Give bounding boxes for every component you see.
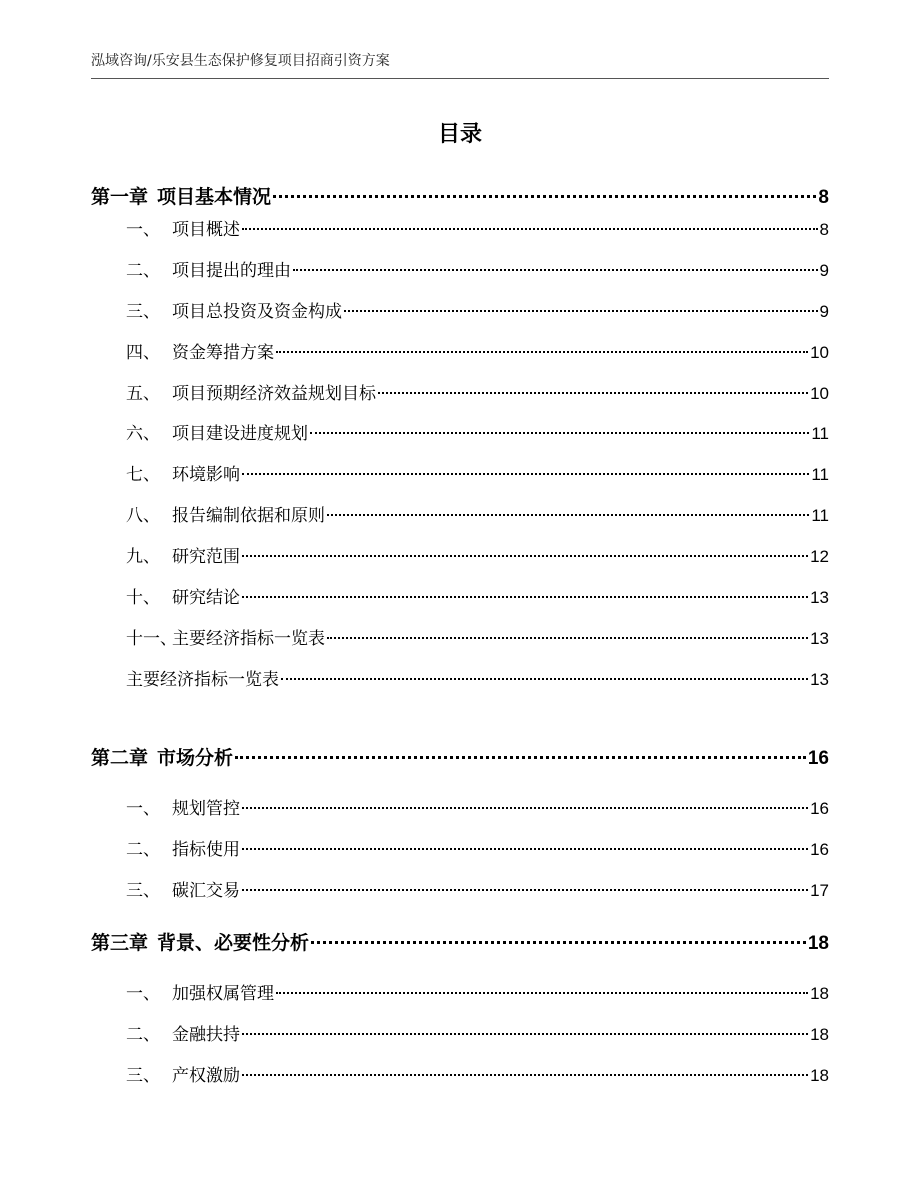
toc-entry-page-number: 8: [819, 220, 829, 239]
toc-entry-label: 项目建设进度规划: [172, 424, 308, 444]
dot-leader: [242, 889, 808, 891]
toc-section-entry[interactable]: [126, 879, 829, 903]
toc-entry-page-number: 18: [810, 1066, 829, 1085]
toc-section-entry[interactable]: [126, 218, 829, 242]
dot-leader: [293, 269, 818, 271]
toc-entry-page-number: 9: [819, 261, 829, 280]
toc-entry-label: 项目预期经济效益规划目标: [172, 384, 376, 404]
toc-entry-page-number: 13: [810, 588, 829, 607]
dot-leader: [273, 195, 816, 198]
toc-entry-number: 六、: [126, 424, 160, 444]
dot-leader: [242, 473, 809, 475]
toc-entry-page-number: 11: [811, 506, 829, 525]
toc-section-entry[interactable]: [126, 838, 829, 862]
toc-entry-number: 一、: [126, 799, 160, 819]
toc-entry-label: 研究范围: [172, 547, 240, 567]
toc-entry-number: 四、: [126, 343, 160, 363]
dot-leader: [276, 992, 808, 994]
toc-entry-label: 项目概述: [172, 220, 240, 240]
dot-leader: [242, 848, 808, 850]
dot-leader: [281, 678, 808, 680]
toc-entry-page-number: 8: [818, 187, 829, 208]
dot-leader: [242, 1074, 808, 1076]
toc-entry-number: 二、: [126, 261, 160, 281]
toc-entry-label: 主要经济指标一览表: [126, 670, 279, 690]
toc-entry-label: 报告编制依据和原则: [172, 506, 325, 526]
toc-entry-page-number: 16: [810, 840, 829, 859]
toc-entry-page-number: 11: [811, 424, 829, 443]
toc-section-entry[interactable]: [126, 422, 829, 446]
toc-entry-page-number: 18: [810, 1025, 829, 1044]
toc-entry-page-number: 16: [807, 748, 829, 769]
toc-entry-label: 市场分析: [157, 747, 234, 769]
toc-section-entry[interactable]: [126, 463, 829, 487]
toc-entry-label: 产权激励: [172, 1066, 240, 1086]
toc-section-entry[interactable]: [126, 797, 829, 821]
toc-entry-page-number: 10: [810, 384, 829, 403]
toc-entry-number: 十一、: [126, 629, 177, 649]
toc-entry-label: 碳汇交易: [172, 881, 240, 901]
toc-entry-page-number: 13: [810, 670, 829, 689]
toc-entry-page-number: 9: [819, 302, 829, 321]
toc-section-entry[interactable]: [126, 668, 829, 692]
toc-entry-label: 金融扶持: [172, 1025, 240, 1045]
dot-leader: [242, 596, 808, 598]
toc-section-entry[interactable]: [126, 504, 829, 528]
toc-entry-number: 五、: [126, 384, 160, 404]
toc-entry-label: 资金筹措方案: [172, 343, 274, 363]
toc-entry-label: 项目总投资及资金构成: [172, 302, 342, 322]
toc-entry-number: 九、: [126, 547, 160, 567]
dot-leader: [242, 1033, 808, 1035]
toc-section-entry[interactable]: [126, 586, 829, 610]
toc-entry-number: 八、: [126, 506, 160, 526]
dot-leader: [242, 555, 808, 557]
toc-section-entry[interactable]: [126, 627, 829, 651]
toc-entry-page-number: 13: [810, 629, 829, 648]
dot-leader: [242, 807, 808, 809]
toc-entry-page-number: 16: [810, 799, 829, 818]
toc-section-entry[interactable]: [126, 1064, 829, 1088]
dot-leader: [327, 637, 808, 639]
toc-entry-number: 三、: [126, 1066, 160, 1086]
toc-entry-number: 一、: [126, 220, 160, 240]
toc-entry-number: 第三章: [91, 932, 149, 954]
toc-section-entry[interactable]: [126, 545, 829, 569]
toc-section-entry[interactable]: [126, 259, 829, 283]
toc-entry-number: 七、: [126, 465, 160, 485]
toc-section-entry[interactable]: [126, 300, 829, 324]
toc-entry-label: 背景、必要性分析: [157, 932, 310, 954]
toc-entry-number: 一、: [126, 984, 160, 1004]
toc-section-entry[interactable]: [126, 982, 829, 1006]
toc-entry-label: 环境影响: [172, 465, 240, 485]
toc-entry-number: 三、: [126, 302, 160, 322]
toc-entry-label: 项目基本情况: [157, 186, 272, 208]
toc-entry-label: 主要经济指标一览表: [172, 629, 325, 649]
toc-entry-page-number: 11: [811, 465, 829, 484]
dot-leader: [310, 432, 809, 434]
toc-chapter-entry[interactable]: [91, 745, 829, 772]
toc-title: 目录: [437, 122, 482, 147]
toc-chapter-entry[interactable]: [91, 184, 829, 211]
toc-entry-label: 项目提出的理由: [172, 261, 291, 281]
toc-entry-number: 第一章: [91, 186, 149, 208]
toc-entry-page-number: 12: [810, 547, 829, 566]
toc-section-entry[interactable]: [126, 1023, 829, 1047]
toc-section-entry[interactable]: [126, 341, 829, 365]
dot-leader: [276, 351, 808, 353]
toc-entry-number: 二、: [126, 1025, 160, 1045]
toc-entry-page-number: 18: [810, 984, 829, 1003]
toc-entry-number: 十、: [126, 588, 160, 608]
toc-entry-label: 规划管控: [172, 799, 240, 819]
toc-entry-label: 研究结论: [172, 588, 240, 608]
dot-leader: [378, 392, 808, 394]
dot-leader: [327, 514, 809, 516]
toc-entry-page-number: 17: [810, 881, 829, 900]
toc-entry-number: 三、: [126, 881, 160, 901]
header-text: 泓域咨询/乐安县生态保护修复项目招商引资方案: [91, 53, 390, 69]
toc-entry-page-number: 18: [807, 933, 829, 954]
dot-leader: [344, 310, 818, 312]
toc-entry-page-number: 10: [810, 343, 829, 362]
toc-entry-label: 指标使用: [172, 840, 240, 860]
dot-leader: [235, 756, 806, 759]
toc-entry-label: 加强权属管理: [172, 984, 274, 1004]
toc-entry-number: 第二章: [91, 747, 149, 769]
toc-section-entry[interactable]: [126, 382, 829, 406]
toc-chapter-entry[interactable]: [91, 930, 829, 957]
toc-entry-number: 二、: [126, 840, 160, 860]
dot-leader: [311, 941, 806, 944]
dot-leader: [242, 228, 818, 230]
